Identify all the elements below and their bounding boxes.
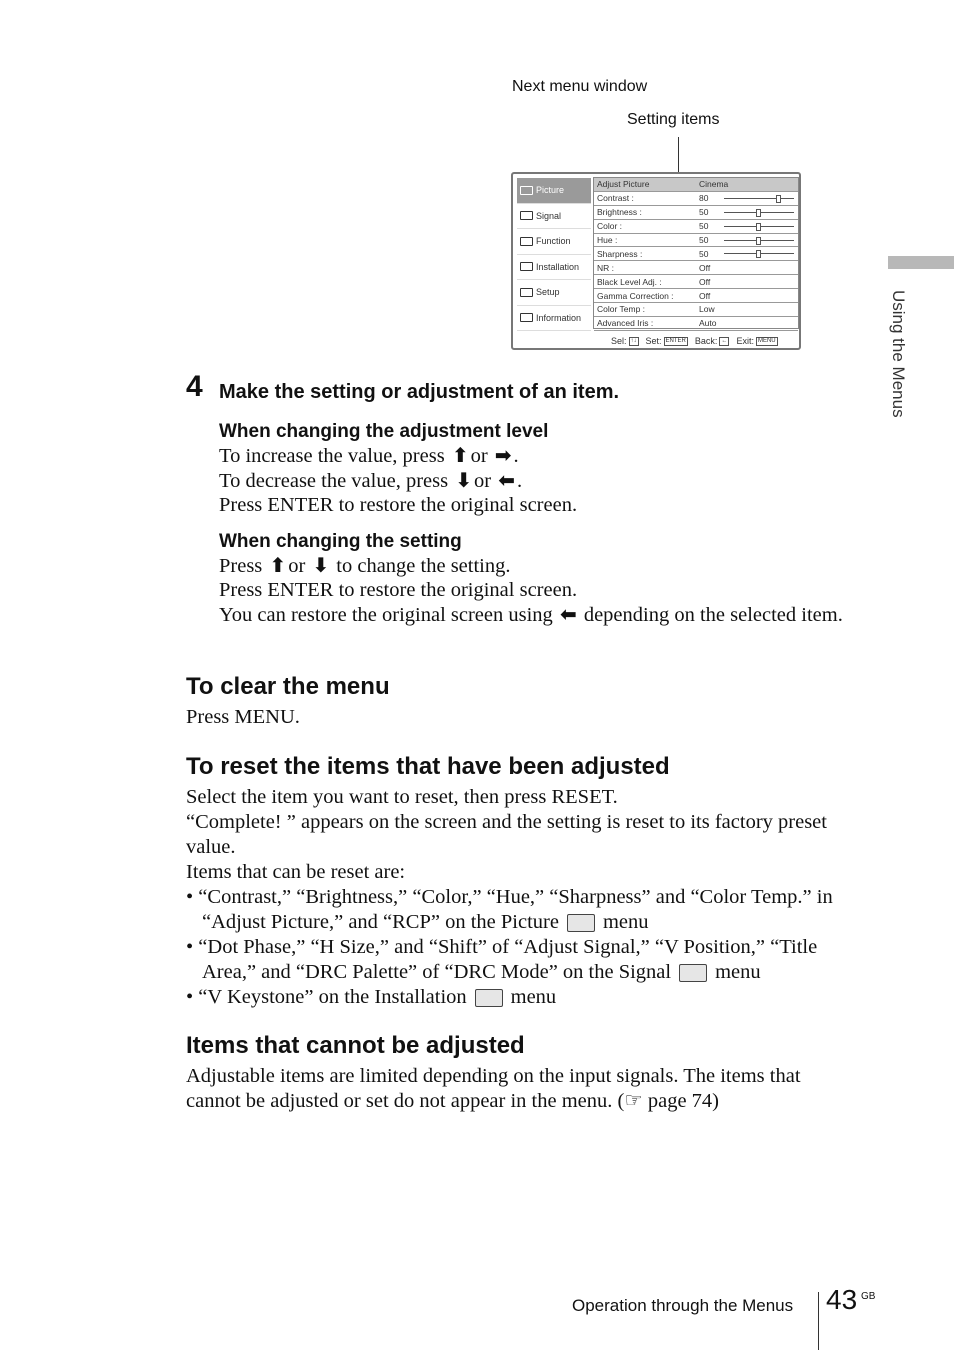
callout-line (678, 137, 679, 174)
signal-icon (520, 211, 533, 220)
side-tab-bar (888, 256, 954, 269)
reset-bullet-picture: • “Contrast,” “Brightness,” “Color,” “Hue,” “Sharpness” and “Color Temp.” in “Adjust Picture,” and “RCP” on the Picture menu (186, 886, 833, 933)
menu-setting-row[interactable] (594, 234, 798, 248)
menu-window (511, 172, 801, 350)
cannot-adjust-heading: Items that cannot be adjusted (186, 1032, 525, 1059)
menu-setting-row[interactable] (594, 289, 798, 303)
setting-name: Adjust Picture (597, 179, 650, 190)
setting-value: 50 (699, 221, 709, 232)
setting-value: 50 (699, 235, 709, 245)
menu-sidebar (517, 178, 591, 331)
setting-name: Advanced Iris : (597, 318, 654, 329)
setting-restore-line: Press ENTER to restore the original screen. (219, 579, 578, 601)
setting-value: Low (699, 304, 715, 315)
callout-setting-items: Setting items (627, 111, 720, 128)
left-arrow-icon: ⬅ (559, 602, 577, 626)
cannot-adjust-text: Adjustable items are limited depending on the input signals. The items that cannot be adjusted or set do not appear in the menu. (☞ page 74) (186, 1065, 801, 1112)
setting-slider[interactable] (724, 240, 794, 241)
setting-name: NR : (597, 262, 614, 273)
slider-knob[interactable] (756, 223, 761, 231)
setting-value: Auto (699, 318, 717, 329)
clear-menu-text: Press MENU. (186, 706, 300, 728)
reset-bullet-installation: • “V Keystone” on the Installation menu (186, 986, 557, 1008)
menu-sidebar-item[interactable] (517, 280, 591, 306)
right-arrow-icon: ➡ (494, 443, 512, 467)
setting-block (219, 531, 859, 627)
setting-value: Off (699, 262, 711, 273)
menu-sidebar-item[interactable] (517, 229, 591, 255)
setting-name: Color : (597, 221, 623, 232)
menu-setting-row[interactable] (594, 178, 798, 192)
adjust-increase-line: To increase the value, press ⬆or ➡. (219, 443, 519, 467)
menu-setting-row[interactable] (594, 247, 798, 261)
down-arrow-icon: ⬇ (312, 553, 330, 577)
menu-sidebar-item[interactable] (517, 255, 591, 281)
information-icon (520, 313, 533, 322)
setting-value: Off (699, 276, 711, 287)
up-down-keys-icon: ↑↓ (630, 338, 637, 345)
page-number: 43 (826, 1284, 858, 1315)
menu-sidebar-label: Signal (536, 210, 562, 221)
left-arrow-icon: ⬅ (498, 468, 515, 492)
step-number: 4 (186, 370, 203, 403)
setting-name: Black Level Adj. : (597, 276, 662, 287)
slider-knob[interactable] (776, 195, 781, 203)
menu-setting-row[interactable] (594, 220, 798, 234)
setting-heading: When changing the setting (219, 531, 462, 552)
menu-sidebar-item[interactable] (517, 204, 591, 230)
clear-menu-heading: To clear the menu (186, 673, 390, 700)
menu-sidebar-label: Function (536, 236, 571, 247)
setting-value: 80 (699, 193, 709, 204)
setting-value: Off (699, 290, 711, 301)
callout-next-menu-window: Next menu window (512, 78, 648, 95)
setting-value: 50 (699, 207, 709, 218)
enter-key-icon: ENTER (665, 338, 686, 345)
page-region: GB (861, 1291, 876, 1302)
menu-setting-row[interactable] (594, 303, 798, 317)
clear-menu-section (186, 673, 866, 729)
menu-setting-row[interactable] (594, 275, 798, 289)
menu-setting-row[interactable] (594, 206, 798, 220)
adjust-restore-line: Press ENTER to restore the original screen. (219, 494, 578, 516)
menu-sidebar-label: Setup (536, 287, 560, 298)
picture-menu-icon (567, 914, 595, 932)
installation-icon (520, 262, 533, 271)
adjust-level-heading: When changing the adjustment level (219, 421, 549, 442)
down-arrow-icon: ⬇ (455, 468, 472, 492)
menu-setting-row[interactable] (594, 192, 798, 206)
setting-name: Sharpness : (597, 248, 643, 259)
setting-value: 50 (699, 248, 709, 259)
menu-setting-row[interactable] (594, 261, 798, 275)
menu-sidebar-item[interactable] (517, 178, 591, 204)
reset-section (186, 753, 858, 1010)
slider-knob[interactable] (756, 237, 761, 245)
setting-slider[interactable] (724, 253, 794, 254)
menu-setting-row[interactable] (594, 317, 798, 331)
adjust-level-block (219, 421, 859, 517)
footer-rule (818, 1292, 819, 1350)
menu-settings-list (593, 177, 799, 329)
setting-name: Hue : (597, 235, 618, 245)
setting-value: Cinema (699, 179, 729, 190)
setting-name: Gamma Correction : (597, 290, 674, 301)
setting-name: Contrast : (597, 193, 634, 204)
reset-p2: “Complete! ” appears on the screen and the setting is reset to its factory preset value. (186, 811, 827, 858)
reset-p3: Items that can be reset are: (186, 861, 406, 883)
up-arrow-icon: ⬆ (451, 443, 469, 467)
reset-body (186, 785, 858, 1010)
picture-icon (520, 186, 533, 195)
menu-sidebar-label: Picture (536, 185, 565, 196)
slider-knob[interactable] (756, 209, 761, 217)
cannot-adjust-section (186, 1032, 858, 1114)
slider-knob[interactable] (756, 250, 761, 258)
menu-sidebar-label: Information (536, 312, 582, 323)
side-tab-label: Using the Menus (889, 290, 908, 418)
reset-heading: To reset the items that have been adjusted (186, 753, 670, 780)
menu-footer: Sel: ↑↓ Set: ENTER Back: ← Exit: MENU (611, 336, 776, 346)
setup-icon (520, 288, 533, 297)
reset-bullet-signal: • “Dot Phase,” “H Size,” and “Shift” of “Adjust Signal,” “V Position,” “Title Area,” and “DRC Palette” of “DRC Mode” on the Signal menu (186, 936, 818, 983)
footer-section-title: Operation through the Menus (572, 1296, 794, 1315)
setting-using-line: You can restore the original screen using ⬅ depending on the selected item. (219, 602, 843, 626)
setting-name: Color Temp : (597, 304, 646, 315)
menu-sidebar-item[interactable] (517, 306, 591, 332)
reset-p1: Select the item you want to reset, then press RESET. (186, 786, 618, 808)
left-key-icon: ← (721, 338, 728, 345)
setting-slider[interactable] (724, 212, 794, 213)
adjust-decrease-line: To decrease the value, press ⬇or ⬅. (219, 468, 523, 492)
setting-slider[interactable] (724, 198, 794, 199)
setting-slider[interactable] (724, 226, 794, 227)
signal-menu-icon (679, 964, 707, 982)
step-title: Make the setting or adjustment of an item. (219, 381, 620, 403)
function-icon (520, 237, 533, 246)
page-reference-icon: ☞ (624, 1090, 643, 1112)
installation-menu-icon (475, 989, 503, 1007)
up-arrow-icon: ⬆ (269, 553, 287, 577)
menu-sidebar-label: Installation (536, 261, 580, 272)
setting-press-line: Press ⬆or ⬇ to change the setting. (219, 553, 511, 577)
setting-name: Brightness : (597, 207, 642, 218)
menu-key-icon: MENU (757, 338, 776, 345)
